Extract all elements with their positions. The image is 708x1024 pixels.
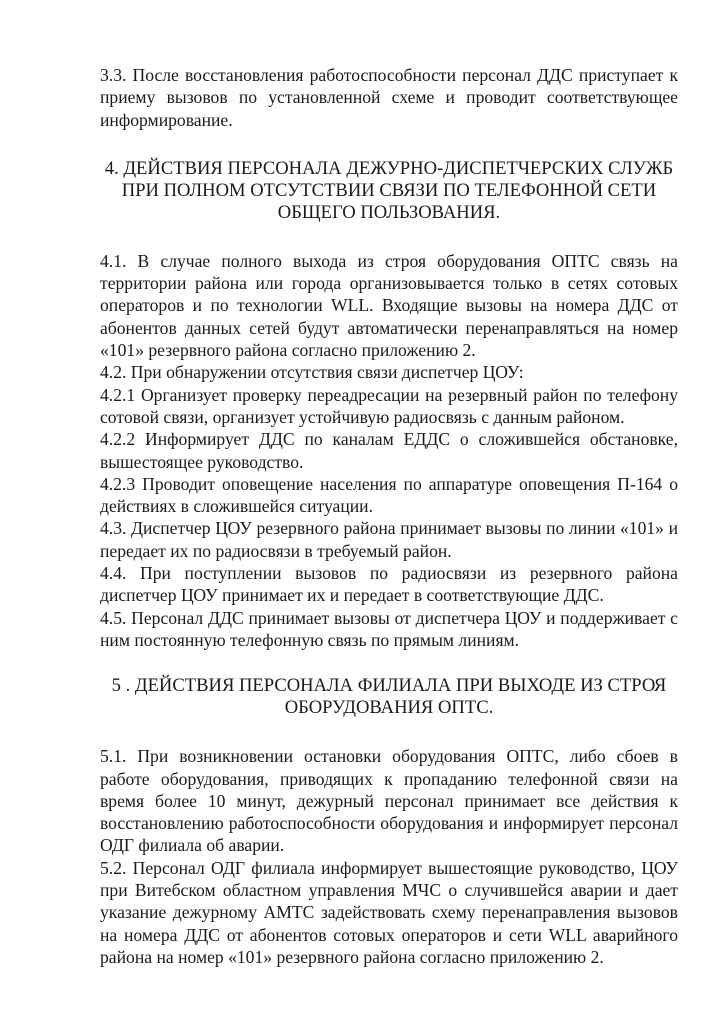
paragraph-4-2-1: 4.2.1 Организует проверку переадресации на резервный район по телефону сотовой связи, организует устойчивую радиосвязь с данным районом. bbox=[100, 384, 678, 427]
section-4-heading-line-1: 4. ДЕЙСТВИЯ ПЕРСОНАЛА ДЕЖУРНО-ДИСПЕТЧЕРСКИХ СЛУЖБ bbox=[104, 157, 674, 179]
paragraph-4-1: 4.1. В случае полного выхода из строя оборудования ОПТС связь на территории района или города организовывается только в сетях сотовых операторов и по технологии WLL. Входящие вызовы на номера ДДС от абонентов данных сетей будут автоматически перенаправляться на номер «101» резервного района согласно приложению 2. bbox=[100, 250, 678, 361]
section-4-body bbox=[100, 250, 678, 651]
paragraph-4-5: 4.5. Персонал ДДС принимает вызовы от диспетчера ЦОУ и поддерживает с ним постоянную телефонную связь по прямым линиям. bbox=[100, 607, 678, 650]
paragraph-4-2: 4.2. При обнаружении отсутствия связи диспетчер ЦОУ: bbox=[100, 362, 524, 383]
document-page bbox=[100, 64, 678, 968]
section-4-heading bbox=[100, 158, 678, 224]
paragraph-5-1: 5.1. При возникновении остановки оборудования ОПТС, либо сбоев в работе оборудования, приводящих к пропаданию телефонной связи на время более 10 минут, дежурный персонал принимает все действия к восстановлению работоспособности оборудования и информирует персонал ОДГ филиала об аварии. bbox=[100, 746, 678, 856]
section-5-heading bbox=[100, 675, 678, 719]
paragraph-4-4: 4.4. При поступлении вызовов по радиосвязи из резервного района диспетчер ЦОУ принимает их и передает в соответствующие ДДС. bbox=[100, 563, 678, 606]
paragraph-4-2-3: 4.2.3 Проводит оповещение населения по аппаратуре оповещения П-164 о действиях в сложившейся ситуации. bbox=[100, 473, 678, 517]
section-5-heading-line-2: ОБОРУДОВАНИЯ ОПТС. bbox=[284, 697, 494, 719]
section-4-heading-line-3: ОБЩЕГО ПОЛЬЗОВАНИЯ. bbox=[277, 201, 501, 223]
section-5-body bbox=[100, 745, 678, 968]
paragraph-5-2: 5.2. Персонал ОДГ филиала информирует вышестоящие руководство, ЦОУ при Витебском областном управления МЧС о случившейся аварии и дает указание дежурному АМТС задействовать схему перенаправления вызовов на номера ДДС от абонентов сотовых операторов и сети WLL аварийного района на номер «101» резервного района согласно приложению 2. bbox=[100, 857, 678, 967]
paragraph-4-2-2: 4.2.2 Информирует ДДС по каналам ЕДДС о сложившейся обстановке, вышестоящее руководство. bbox=[100, 429, 678, 472]
section-4-heading-line-2: ПРИ ПОЛНОМ ОТСУТСТВИИ СВЯЗИ ПО ТЕЛЕФОННОЙ СЕТИ bbox=[121, 179, 657, 201]
section-5-heading-line-1: 5 . ДЕЙСТВИЯ ПЕРСОНАЛА ФИЛИАЛА ПРИ ВЫХОДЕ ИЗ СТРОЯ bbox=[111, 675, 667, 697]
paragraph-3-3: 3.3. После восстановления работоспособности персонал ДДС приступает к приему вызовов по установленной схеме и проводит соответствующее информирование. bbox=[100, 65, 678, 130]
paragraph-4-3: 4.3. Диспетчер ЦОУ резервного района принимает вызовы по линии «101» и передает их по радиосвязи в требуемый район. bbox=[100, 518, 678, 561]
